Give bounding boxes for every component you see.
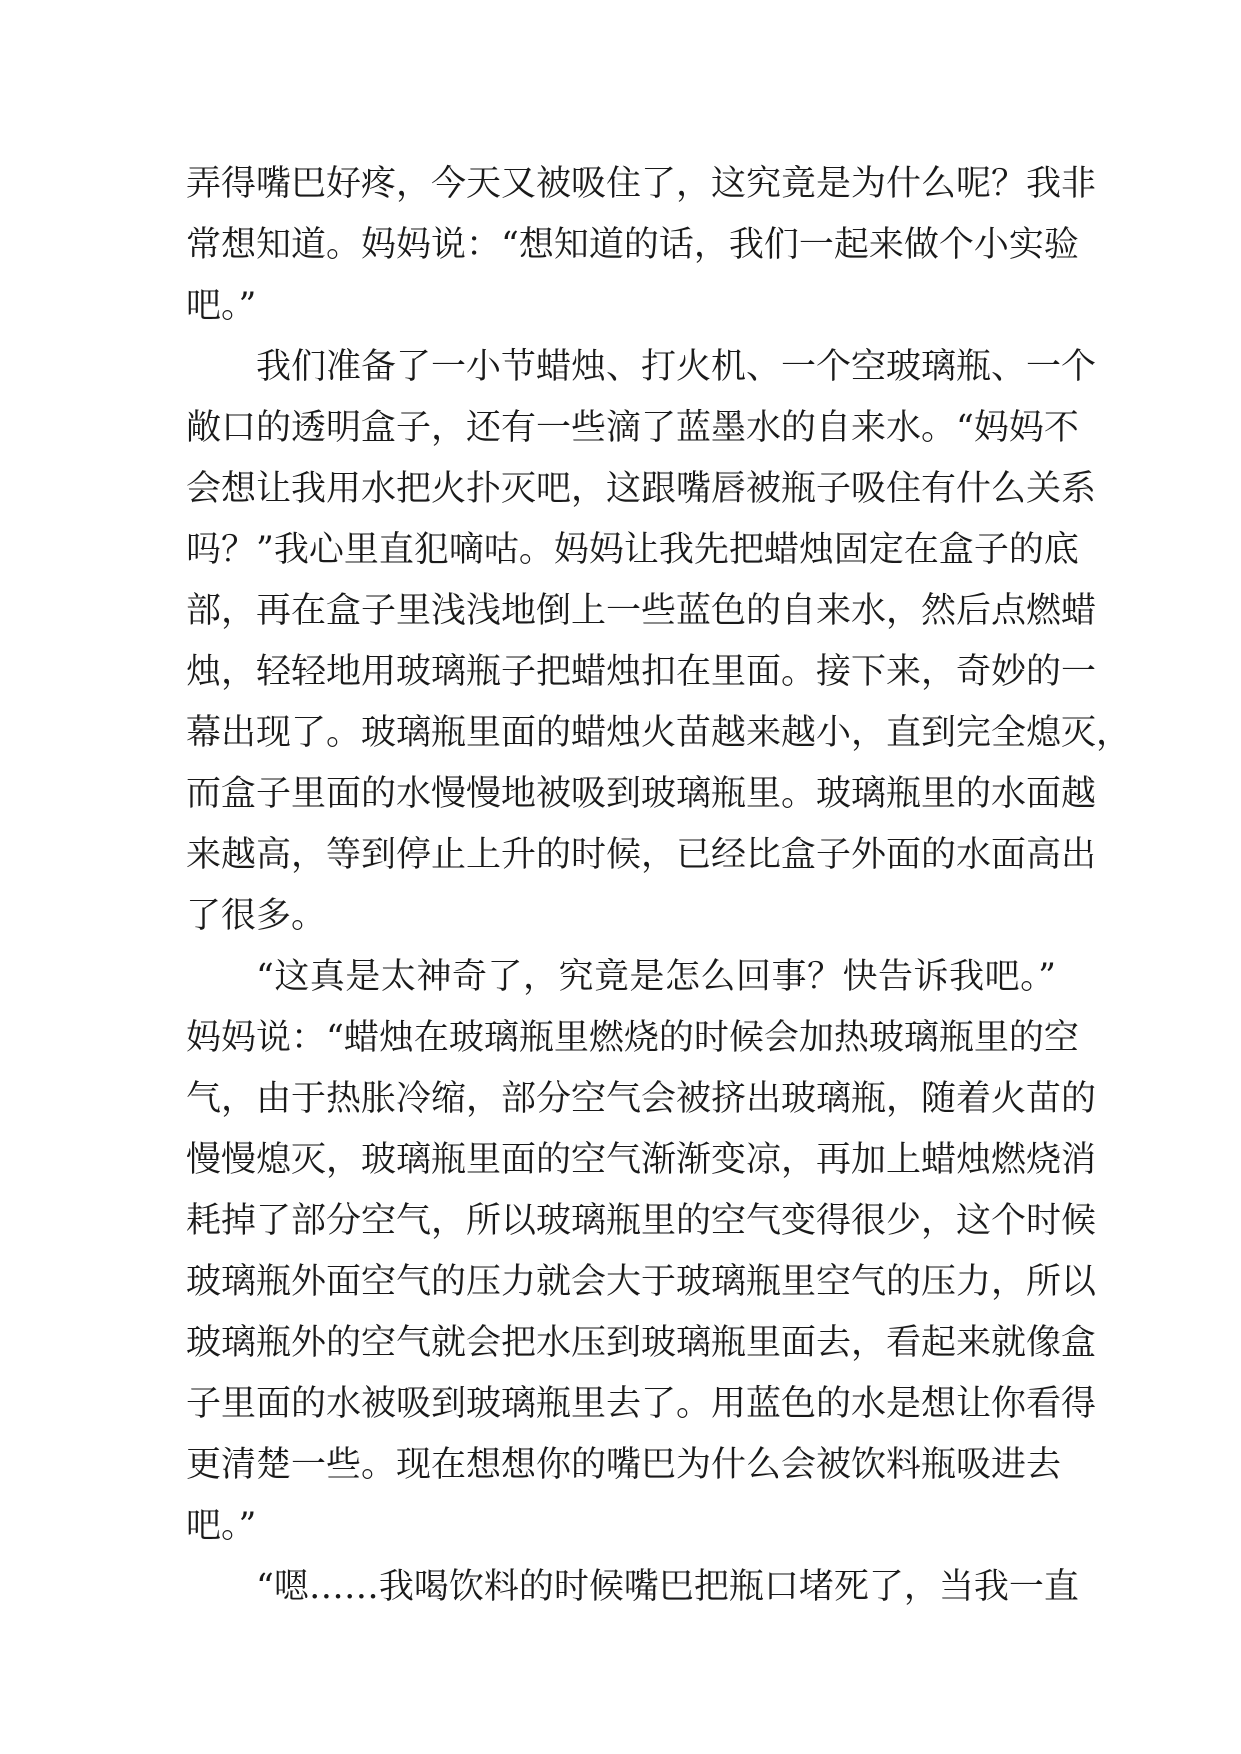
text-line: 玻璃瓶外的空气就会把水压到玻璃瓶里面去，看起来就像盒 [186,1323,1097,1363]
text-line: “嗯……我喝饮料的时候嘴巴把瓶口堵死了，当我一直 [256,1567,1079,1607]
text-line: 玻璃瓶外面空气的压力就会大于玻璃瓶里空气的压力，所以 [186,1262,1097,1302]
text-line: 耗掉了部分空气，所以玻璃瓶里的空气变得很少，这个时候 [186,1201,1097,1241]
text-line: 会想让我用水把火扑灭吧，这跟嘴唇被瓶子吸住有什么关系 [186,469,1097,509]
text-line: 幕出现了。玻璃瓶里面的蜡烛火苗越来越小，直到完全熄灭， [186,713,1132,753]
text-line: 子里面的水被吸到玻璃瓶里去了。用蓝色的水是想让你看得 [186,1384,1097,1424]
text-line: 弄得嘴巴好疼，今天又被吸住了，这究竟是为什么呢？我非 [186,164,1097,204]
text-line: 常想知道。妈妈说：“想知道的话，我们一起来做个小实验 [186,225,1079,265]
body-text [186,154,1132,1618]
text-line: 更清楚一些。现在想想你的嘴巴为什么会被饮料瓶吸进去 [186,1445,1062,1485]
text-line: 了很多。 [186,896,327,936]
text-line: 吧。” [186,1506,257,1546]
text-line: 我们准备了一小节蜡烛、打火机、一个空玻璃瓶、一个 [256,347,1097,387]
text-line: 妈妈说：“蜡烛在玻璃瓶里燃烧的时候会加热玻璃瓶里的空 [186,1018,1079,1058]
text-line: 而盒子里面的水慢慢地被吸到玻璃瓶里。玻璃瓶里的水面越 [186,774,1097,814]
text-line: 来越高，等到停止上升的时候，已经比盒子外面的水面高出 [186,835,1097,875]
text-line: 部，再在盒子里浅浅地倒上一些蓝色的自来水，然后点燃蜡 [186,591,1097,631]
text-line: 吗？”我心里直犯嘀咕。妈妈让我先把蜡烛固定在盒子的底 [186,530,1079,570]
text-line: 敞口的透明盒子，还有一些滴了蓝墨水的自来水。“妈妈不 [186,408,1079,448]
text-line: 气，由于热胀冷缩，部分空气会被挤出玻璃瓶，随着火苗的 [186,1079,1097,1119]
text-line: 烛，轻轻地用玻璃瓶子把蜡烛扣在里面。接下来，奇妙的一 [186,652,1097,692]
text-line: “这真是太神奇了，究竟是怎么回事？快告诉我吧。” [256,957,1056,997]
text-line: 吧。” [186,286,257,326]
text-line: 慢慢熄灭，玻璃瓶里面的空气渐渐变凉，再加上蜡烛燃烧消 [186,1140,1097,1180]
